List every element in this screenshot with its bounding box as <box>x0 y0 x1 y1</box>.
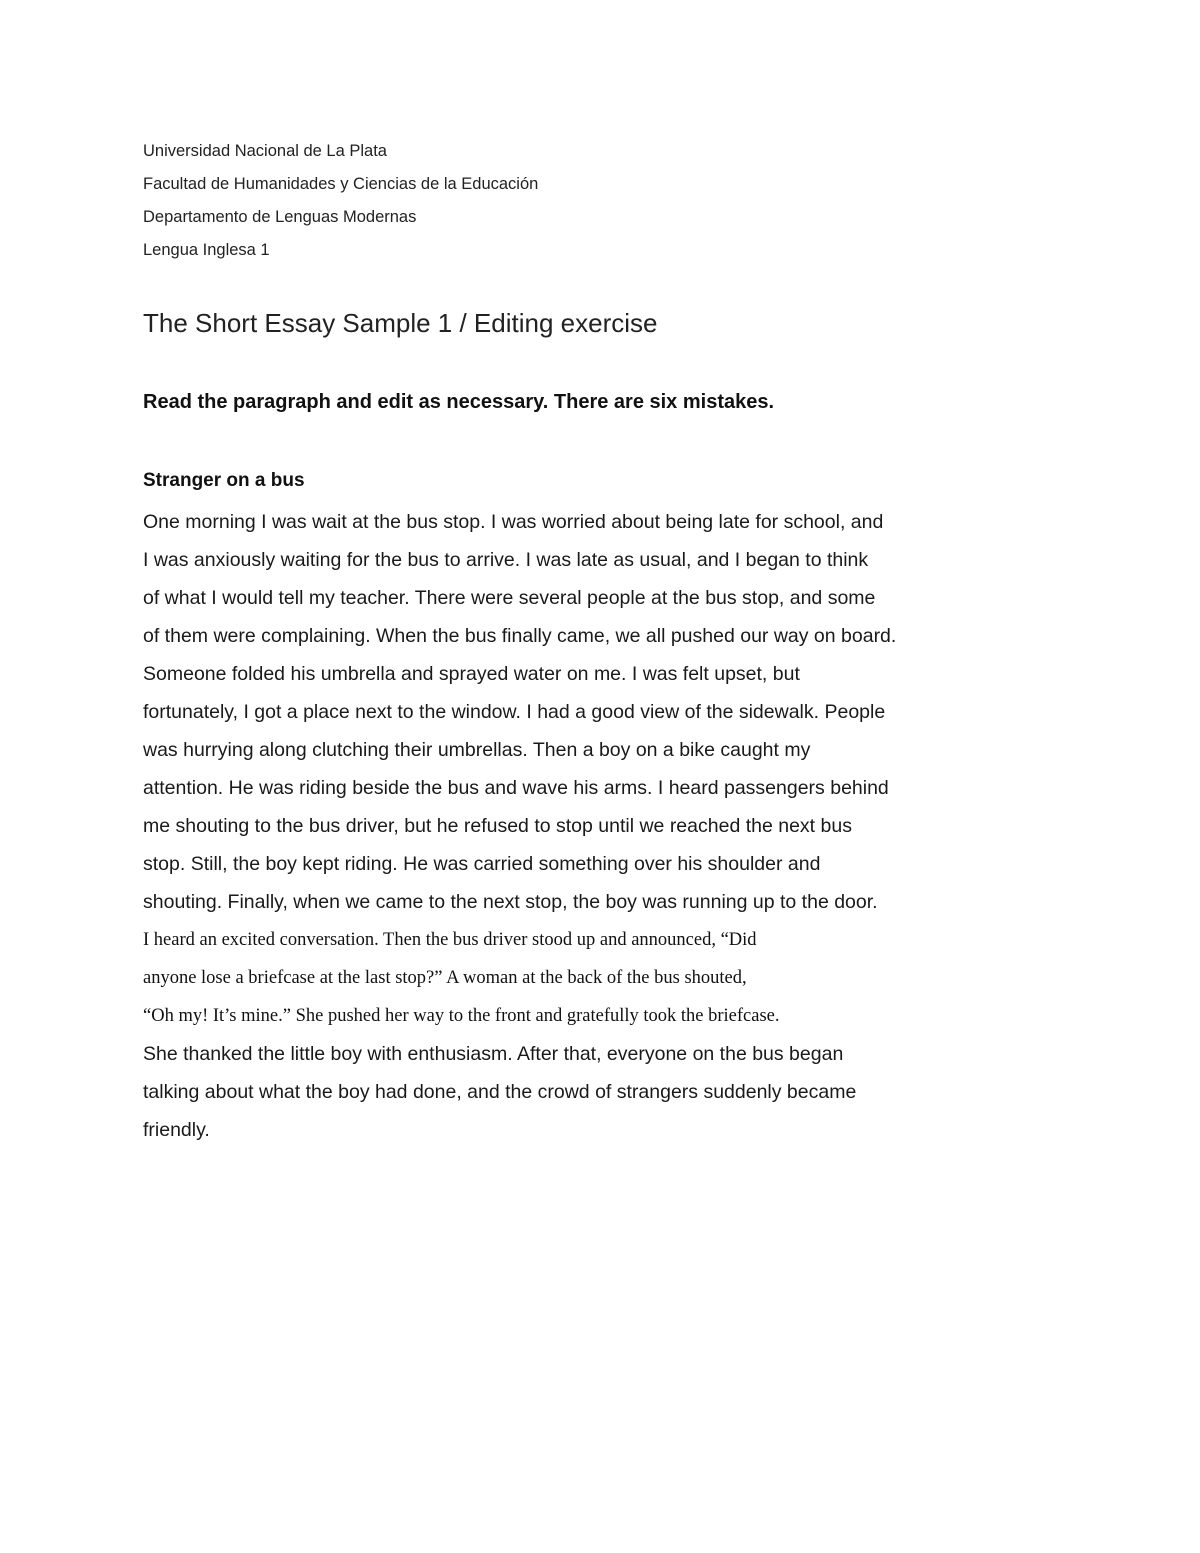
essay-line: She thanked the little boy with enthusiasm. After that, everyone on the bus began <box>143 1043 844 1065</box>
essay-line: of them were complaining. When the bus finally came, we all pushed our way on board. <box>143 625 897 647</box>
essay-line: anyone lose a briefcase at the last stop?” A woman at the back of the bus shouted, <box>143 968 747 988</box>
university-name: Universidad Nacional de La Plata <box>143 142 387 160</box>
essay-line: shouting. Finally, when we came to the next stop, the boy was running up to the door. <box>143 891 878 913</box>
essay-line: of what I would tell my teacher. There were several people at the bus stop, and some <box>143 587 876 609</box>
essay-line: I was anxiously waiting for the bus to arrive. I was late as usual, and I began to think <box>143 549 869 571</box>
essay-line: fortunately, I got a place next to the window. I had a good view of the sidewalk. People <box>143 701 886 723</box>
essay-line: friendly. <box>143 1119 210 1141</box>
essay-line: attention. He was riding beside the bus and wave his arms. I heard passengers behind <box>143 777 889 799</box>
essay-line: One morning I was wait at the bus stop. I was worried about being late for school, and <box>143 511 884 533</box>
essay-line: “Oh my! It’s mine.” She pushed her way to the front and gratefully took the briefcase. <box>143 1006 780 1026</box>
exercise-instruction: Read the paragraph and edit as necessary. There are six mistakes. <box>143 391 775 413</box>
essay-line: talking about what the boy had done, and the crowd of strangers suddenly became <box>143 1081 857 1103</box>
essay-line: I heard an excited conversation. Then the bus driver stood up and announced, “Did <box>143 930 757 950</box>
department-name: Departamento de Lenguas Modernas <box>143 208 417 226</box>
document-title: The Short Essay Sample 1 / Editing exercise <box>143 308 658 338</box>
essay-title: Stranger on a bus <box>143 470 305 491</box>
essay-line: was hurrying along clutching their umbrellas. Then a boy on a bike caught my <box>143 739 811 761</box>
faculty-name: Facultad de Humanidades y Ciencias de la Educación <box>143 175 539 193</box>
course-name: Lengua Inglesa 1 <box>143 241 270 259</box>
essay-paragraph <box>143 503 1043 1149</box>
institution-header <box>143 140 1043 272</box>
essay-line: Someone folded his umbrella and sprayed water on me. I was felt upset, but <box>143 663 800 685</box>
essay-line: stop. Still, the boy kept riding. He was carried something over his shoulder and <box>143 853 821 875</box>
essay-line: me shouting to the bus driver, but he refused to stop until we reached the next bus <box>143 815 852 837</box>
